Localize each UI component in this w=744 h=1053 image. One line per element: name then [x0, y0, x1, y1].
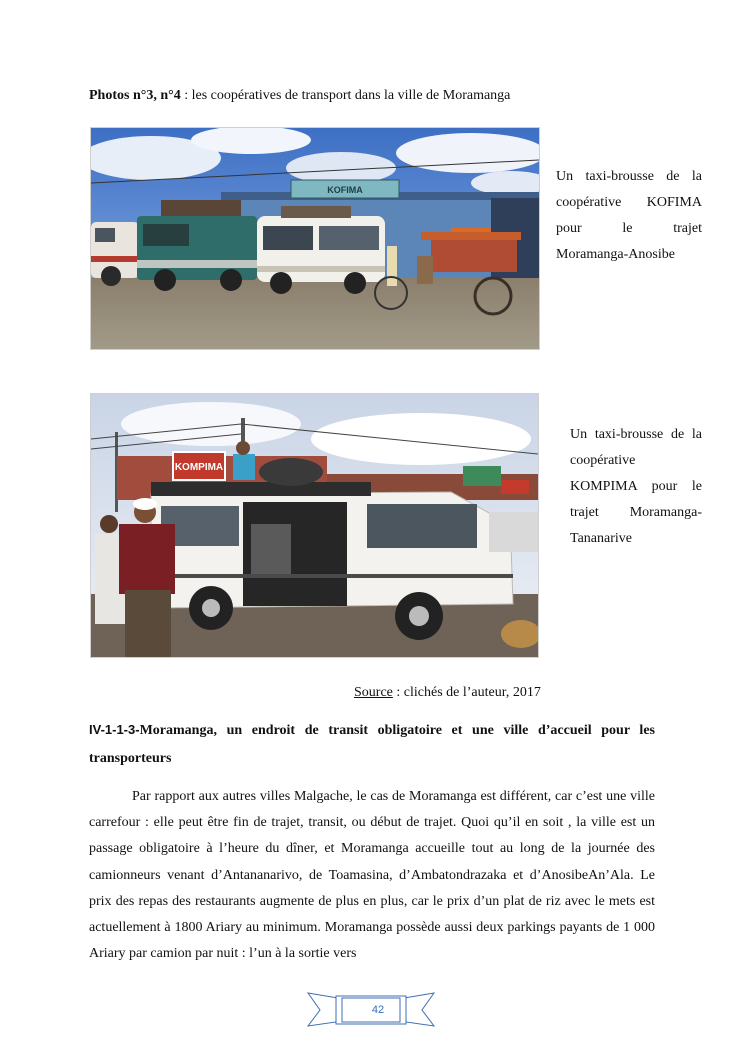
figure-source [354, 685, 541, 701]
section-title: Moramanga, un endroit de transit obligatoire et une ville d’accueil pour les transporteurs [89, 723, 655, 766]
figure-caption [89, 88, 510, 104]
page-number-ribbon [306, 990, 436, 1028]
page-number: 42 [371, 1004, 385, 1016]
body-paragraph: Par rapport aux autres villes Malgache, le cas de Moramanga est différent, car c’est une ville carrefour : elle peut être fin de trajet, transit, ou début de trajet. Quoi qu’il en soit , la ville est un passage obligatoire à l’heure du dîner, et Moramanga accueille tout au long de la journée des camionneurs venant d’Antananarivo, de Toamasina, d’Ambatondrazaka et d’AnosibeAn’Ala. Le prix des repas des restaurants augmente de plus en plus, car le prix d’un plat de riz avec le mets est actuellement à 1800 Ariary au minimum. Moramanga possède aussi deux parkings payants de 1 000 Ariary par camion par nuit : l’un à la sortie vers [89, 789, 655, 962]
source-text: : clichés de l’auteur, 2017 [392, 685, 541, 700]
photo-kofima-taxi-brousse [90, 127, 540, 350]
photo1-description: Un taxi-brousse de la coopérative KOFIMA pour le trajet Moramanga-Anosibe [556, 169, 702, 262]
figure-caption-text: : les coopératives de transport dans la ville de Moramanga [180, 88, 511, 103]
photo-kompima-taxi-brousse [90, 393, 539, 658]
photo-kofima-illustration [91, 128, 539, 349]
figure-caption-label: Photos n°3, n°4 [89, 88, 181, 103]
photo-kompima-illustration [91, 394, 538, 657]
source-label: Source [354, 685, 393, 700]
section-heading [89, 716, 655, 773]
kofima-sign-text: KOFIMA [327, 185, 363, 195]
photo2-description: Un taxi-brousse de la coopérative KOMPIMA pour le trajet Moramanga-Tananarive [570, 427, 702, 546]
kompima-sign-text: KOMPIMA [174, 462, 224, 473]
section-code: IV-1-1-3- [89, 722, 140, 737]
